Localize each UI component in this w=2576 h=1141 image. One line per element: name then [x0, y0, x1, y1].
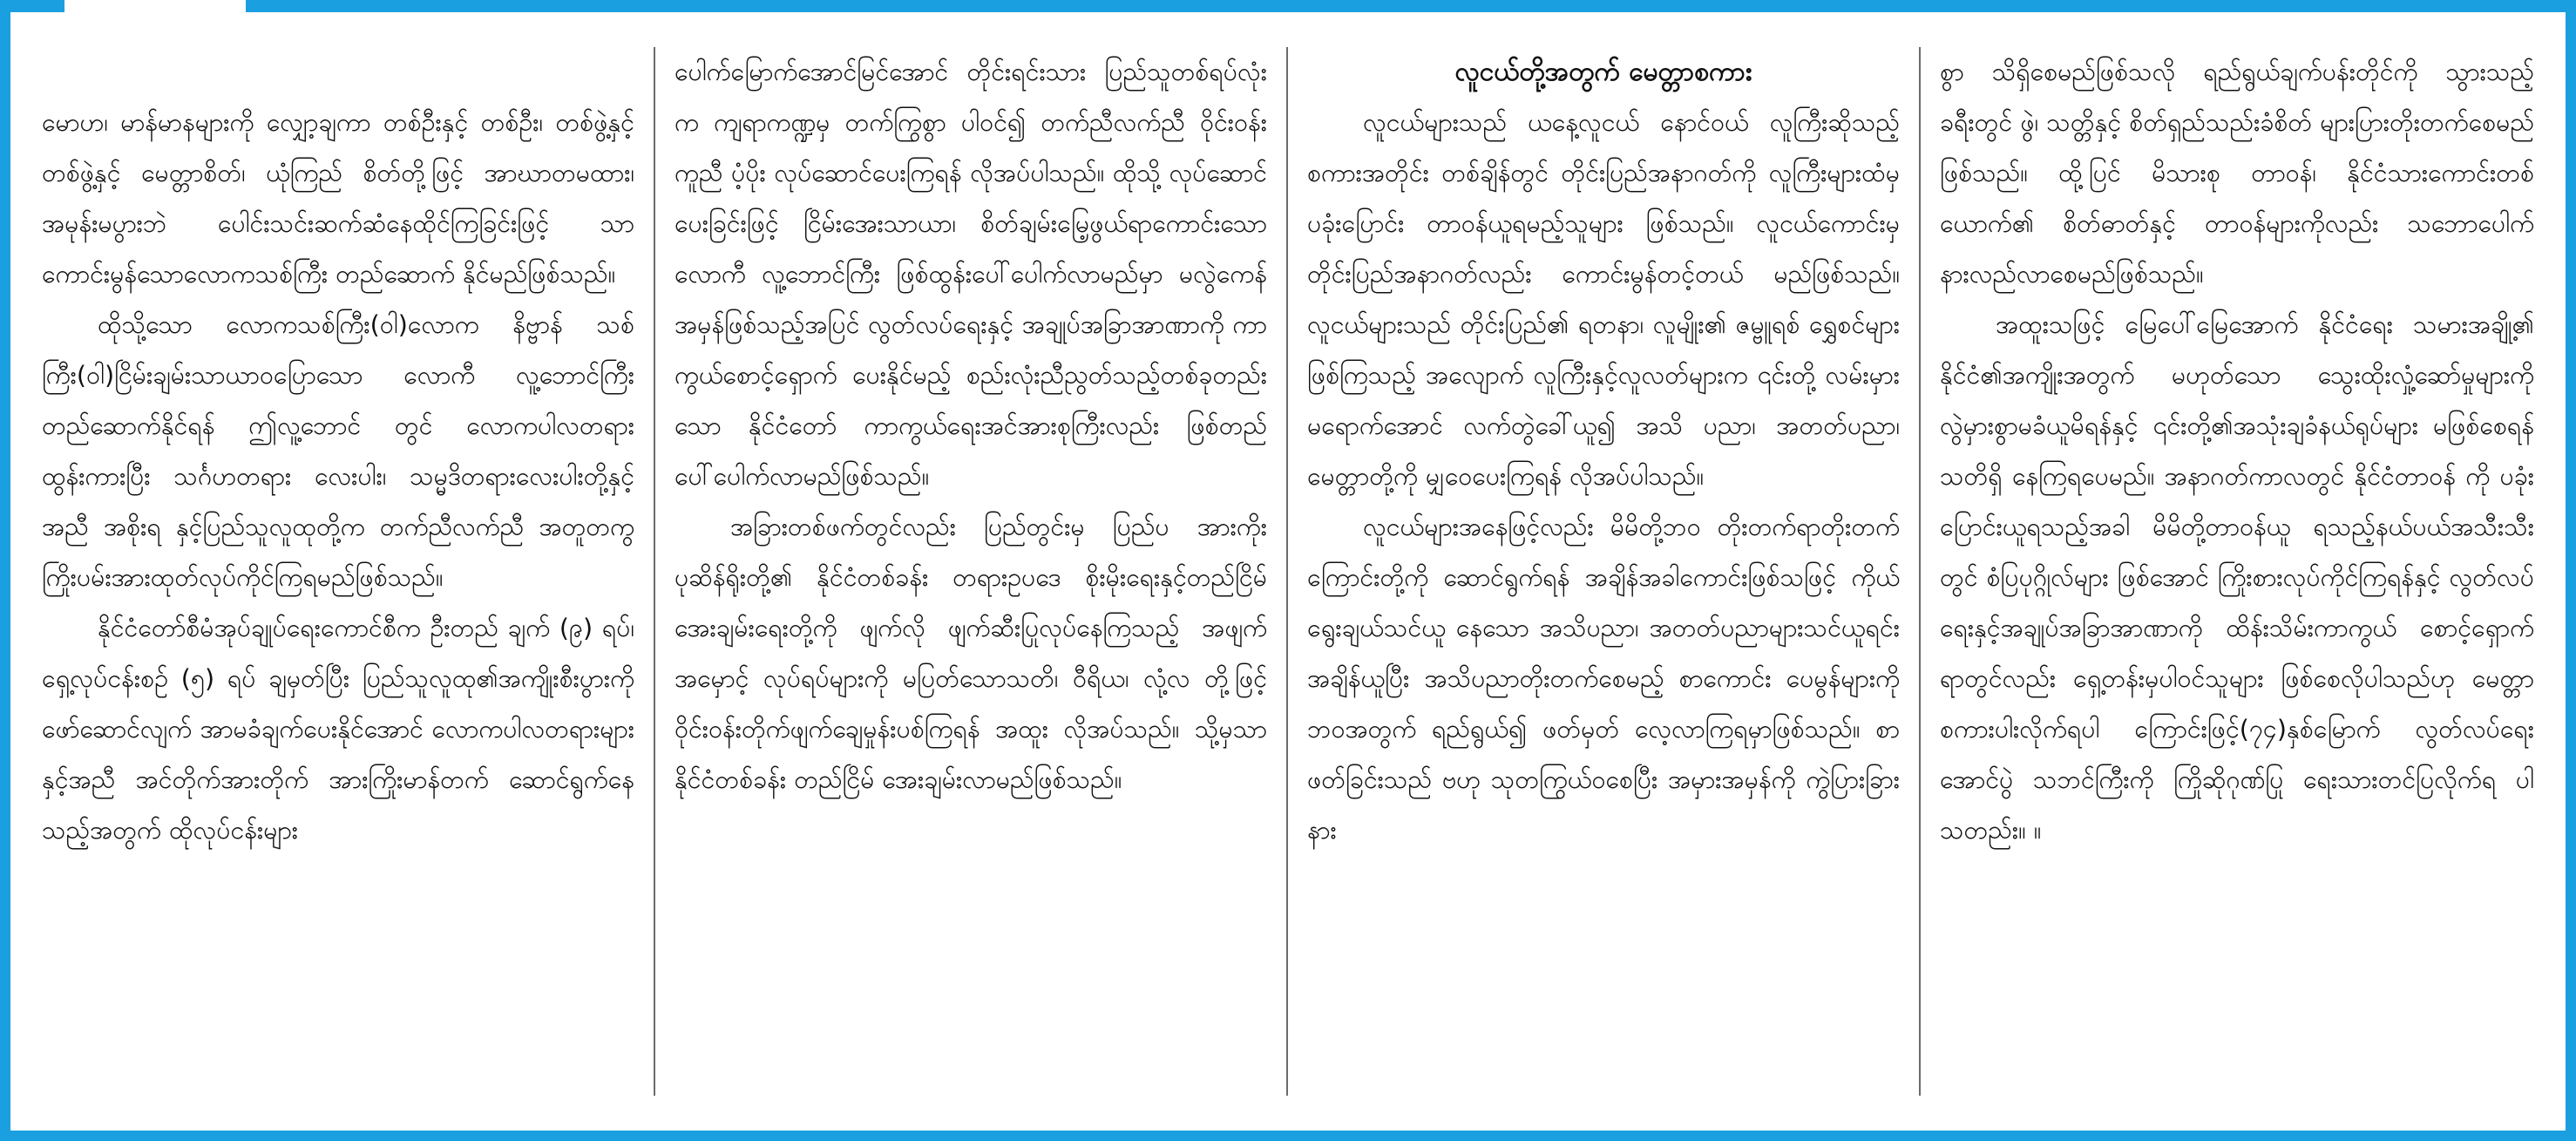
column-2	[655, 47, 1288, 1096]
column-1-paragraph-1: မောဟ၊ မာန်မာနများကို လျှော့ချကာ တစ်ဦးနှင့် တစ်ဦး၊ တစ်ဖွဲ့နှင့်တစ်ဖွဲ့နှင့် မေတ္တာစိတ်၊ ယုံကြည် စိတ်တို့ဖြင့် အာဃာတမထား၊ အမုန်းမပွားဘဲ ပေါင်းသင်းဆက်ဆံနေထိုင်ကြခြင်းဖြင့် သာ ကောင်းမွန်သောလောကသစ်ကြီး တည်ဆောက် နိုင်မည်ဖြစ်သည်။	[42, 108, 634, 289]
column-1	[23, 47, 655, 1096]
article-heading: လူငယ်တို့အတွက် မေတ္တာစကား	[1454, 57, 1752, 87]
column-3-paragraph-1: လူငယ်များသည် ယနေ့လူငယ် နောင်ဝယ် လူကြီးဆိုသည့် စကားအတိုင်း တစ်ချိန်တွင် တိုင်းပြည်အနာဂတ်ကို လူကြီးများထံမှ ပခုံးပြောင်း တာဝန်ယူရမည့်သူများ ဖြစ်သည်။ လူငယ်ကောင်းမှ တိုင်းပြည်အနာဂတ်လည်း ကောင်းမွန်တင့်တယ် မည်ဖြစ်သည်။ လူငယ်များသည် တိုင်းပြည်၏ ရတနာ၊ လူမျိုး၏ ဇမ္ဗူရစ် ရွှေစင်များဖြစ်ကြသည့် အလျောက် လူကြီးနှင့်လူလတ်များက ၎င်းတို့ လမ်းမှားမရောက်အောင် လက်တွဲခေါ်ယူ၍ အသိ ပညာ၊ အတတ်ပညာ၊ မေတ္တာတို့ကို မျှဝေပေးကြရန် လိုအပ်ပါသည်။	[1307, 108, 1900, 491]
column-3	[1288, 47, 1921, 1096]
column-4	[1921, 47, 2553, 1096]
column-4-paragraph-2: အထူးသဖြင့် မြေပေါ်မြေအောက် နိုင်ငံရေး သမားအချို့၏ နိုင်ငံ၏အကျိုးအတွက် မဟုတ်သော သွေးထိုးလှုံ့ဆော်မှုများကို လွဲမှားစွာမခံယူမိရန်နှင့် ၎င်းတို့၏အသုံးချခံနယ်ရုပ်များ မဖြစ်စေရန် သတိရှိ နေကြရပေမည်။ အနာဂတ်ကာလတွင် နိုင်ငံတာဝန် ကို ပခုံးပြောင်းယူရသည့်အခါ မိမိတို့တာဝန်ယူ ရသည့်နယ်ပယ်အသီးသီးတွင် စံပြပုဂ္ဂိုလ်များ ဖြစ်အောင် ကြိုးစားလုပ်ကိုင်ကြရန်နှင့် လွတ်လပ် ရေးနှင့်အချုပ်အခြာအာဏာကို ထိန်းသိမ်းကာကွယ် စောင့်ရှောက်ရာတွင်လည်း ရှေ့တန်းမှပါဝင်သူများ ဖြစ်စေလိုပါသည်ဟု မေတ္တာစကားပါးလိုက်ရပါ ကြောင်းဖြင့်(၇၄)နှစ်မြောက် လွတ်လပ်ရေးအောင်ပွဲ သဘင်ကြီးကို ကြိုဆိုဂုဏ်ပြု ရေးသားတင်ပြလိုက်ရ ပါသတည်း။ ။	[1940, 310, 2534, 845]
column-1-paragraph-2: ထိုသို့သော လောကသစ်ကြီး(ဝါ)လောက နိဗ္ဗာန် သစ်ကြီး(ဝါ)ငြိမ်းချမ်းသာယာဝပြောသော လောကီ လူ့ဘောင်ကြီး တည်ဆောက်နိုင်ရန် ဤလူ့ဘောင် တွင် လောကပါလတရားထွန်းကားပြီး သင်္ဂဟတရား လေးပါး၊ သမ္မဒိတရားလေးပါးတို့နှင့်အညီ အစိုးရ နှင့်ပြည်သူလူထုတို့က တက်ညီလက်ညီ အတူတကွ ကြိုးပမ်းအားထုတ်လုပ်ကိုင်ကြရမည်ဖြစ်သည်။	[42, 310, 634, 592]
column-1-paragraph-3: နိုင်ငံတော်စီမံအုပ်ချုပ်ရေးကောင်စီက ဦးတည် ချက် (၉) ရပ်၊ ရှေ့လုပ်ငန်းစဉ် (၅) ရပ် ချမှတ်ပြီး ပြည်သူလူထု၏အကျိုးစီးပွားကို ဖော်ဆောင်လျက် အာမခံချက်ပေးနိုင်အောင် လောကပါလတရားများ နှင့်အညီ အင်တိုက်အားတိုက် အားကြိုးမာန်တက် ဆောင်ရွက်နေသည့်အတွက် ထိုလုပ်ငန်းများ	[42, 614, 634, 845]
column-4-paragraph-1: စွာ သိရှိစေမည်ဖြစ်သလို ရည်ရွယ်ချက်ပန်းတိုင်ကို သွားသည့်ခရီးတွင် ဖွဲ၊ သတ္တိနှင့် စိတ်ရှည်သည်းခံစိတ် များပြားတိုးတက်စေမည် ဖြစ်သည်။ ထို့ပြင် မိသားစု တာဝန်၊ နိုင်ငံသားကောင်းတစ်ယောက်၏ စိတ်ဓာတ်နှင့် တာဝန်များကိုလည်း သဘောပေါက် နားလည်လာစေမည်ဖြစ်သည်။	[1940, 58, 2534, 289]
top-border-segment-right	[246, 0, 2566, 12]
top-border-segment-left	[10, 0, 64, 12]
column-2-paragraph-2: အခြားတစ်ဖက်တွင်လည်း ပြည်တွင်းမှ ပြည်ပ အားကိုး ပုဆိန်ရိုးတို့၏ နိုင်ငံတစ်ခန်း တရားဥပဒေ စိုးမိုးရေးနှင့်တည်ငြိမ်အေးချမ်းရေးတို့ကို ဖျက်လို ဖျက်ဆီးပြုလုပ်နေကြသည့် အဖျက်အမှောင့် လုပ်ရပ်များကို မပြတ်သောသတိ၊ ဝီရိယ၊ လုံ့လ တို့ဖြင့် ဝိုင်းဝန်းတိုက်ဖျက်ချေမှုန်းပစ်ကြရန် အထူး လိုအပ်သည်။ သို့မှသာ နိုင်ငံတစ်ခန်း တည်ငြိမ် အေးချမ်းလာမည်ဖြစ်သည်။	[675, 513, 1267, 794]
article-columns	[23, 47, 2553, 1096]
column-3-paragraph-2: လူငယ်များအနေဖြင့်လည်း မိမိတို့ဘဝ တိုးတက်ရာတိုးတက်ကြောင်းတို့ကို ဆောင်ရွက်ရန် အချိန်အခါကောင်းဖြစ်သဖြင့် ကိုယ်ရွေးချယ်သင်ယူ နေသော အသိပညာ၊ အတတ်ပညာများသင်ယူရင်း အချိန်ယူပြီး အသိပညာတိုးတက်စေမည့် စာကောင်း ပေမွန်များကို ဘဝအတွက် ရည်ရွယ်၍ ဖတ်မှတ် လေ့လာကြရမှာဖြစ်သည်။ စာဖတ်ခြင်းသည် ဗဟု သုတကြွယ်ဝစေပြီး အမှားအမှန်ကို ကွဲပြားခြားနား	[1307, 513, 1900, 845]
column-2-paragraph-1: ပေါက်မြောက်အောင်မြင်အောင် တိုင်းရင်းသား ပြည်သူတစ်ရပ်လုံးက ကျရာကဏ္ဍမှ တက်ကြွစွာ ပါဝင်၍ တက်ညီလက်ညီ ဝိုင်းဝန်းကူညီ ပံ့ပိုး လုပ်ဆောင်ပေးကြရန် လိုအပ်ပါသည်။ ထိုသို့ လုပ်ဆောင်ပေးခြင်းဖြင့် ငြိမ်းအေးသာယာ၊ စိတ်ချမ်းမြေ့ဖွယ်ရာကောင်းသော လောကီ လူ့ဘောင်ကြီး ဖြစ်ထွန်းပေါ်ပေါက်လာမည်မှာ မလွဲကေန် အမှန်ဖြစ်သည့်အပြင် လွတ်လပ်ရေးနှင့် အချုပ်အခြာအာဏာကို ကာကွယ်စောင့်ရှောက် ပေးနိုင်မည့် စည်းလုံးညီညွတ်သည့်တစ်ခုတည်းသော နိုင်ငံတော် ကာကွယ်ရေးအင်အားစုကြီးလည်း ဖြစ်တည်ပေါ်ပေါက်လာမည်ဖြစ်သည်။	[675, 58, 1267, 491]
